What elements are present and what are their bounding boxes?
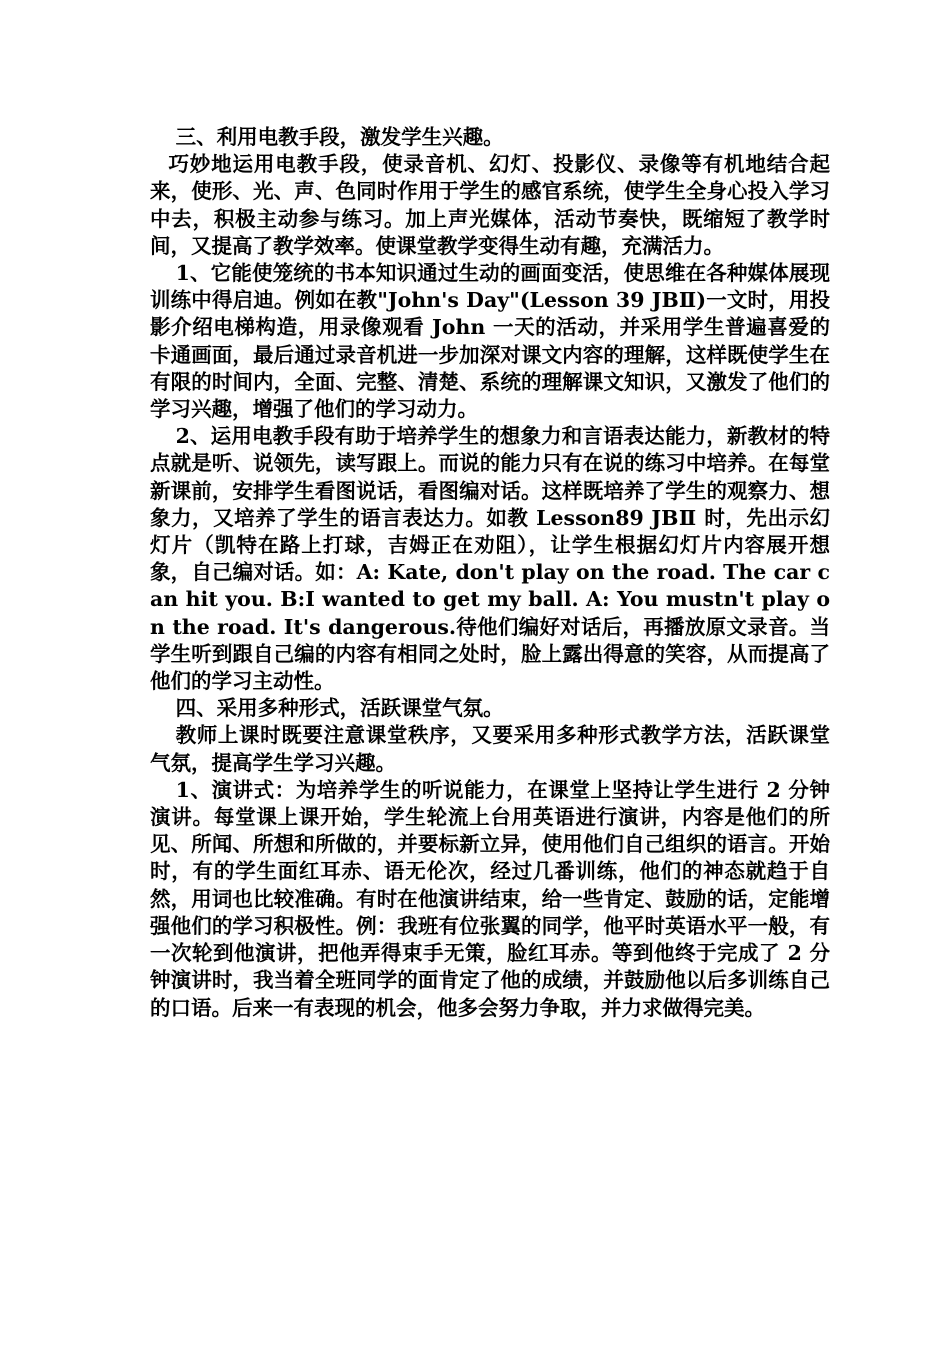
paragraph-intro: 巧妙地运用电教手段，使录音机、幻灯、投影仪、录像等有机地结合起来，使形、光、声、色同时作用于学生的感官系统，使学生全身心投入学习中去，积极主动参与练习。加上声光媒体，活动节奏快，既缩短了教学时间，又提高了教学效率。使课堂教学变得生动有趣，充满活力。 — [150, 152, 830, 258]
paragraph-section-4-intro: 教师上课时既要注意课堂秩序，又要采用多种形式教学方法，活跃课堂气氛，提高学生学习兴趣。 — [150, 723, 830, 775]
paragraph-point-1: 1、它能使笼统的书本知识通过生动的画面变活，使思维在各种媒体展现训练中得启迪。例如在教"John's Day"(Lesson 39 JBⅡ)一文时，用投影介绍电梯构造，用录像观看 John 一天的活动，并采用学生普遍喜爱的卡通画面，最后通过录音机进一步加深对课文内容的理解，这样既使学生在有限的时间内，全面、完整、清楚、系统的理解课文知识，又激发了他们的学习兴趣，增强了他们的学习动力。 — [150, 261, 830, 422]
paragraph-point-2: 2、运用电教手段有助于培养学生的想象力和言语表达能力，新教材的特点就是听、说领先，读写跟上。而说的能力只有在说的练习中培养。在每堂新课前，安排学生看图说话，看图编对话。这样既培养了学生的观察力、想象力，又培养了学生的语言表达力。如教 Lesson89 JBⅡ 时，先出示幻灯片（凯特在路上打球，吉姆正在劝阻），让学生根据幻灯片内容展开想象，自己编对话。如：A: Kate, don't play on the road. The car can hit you. B:I wanted to get my ball. A: You mustn't play on the road. It's dangerous.待他们编好对话后，再播放原文录音。当学生听到跟自己编的内容有相同之处时，脸上露出得意的笑容，从而提高了他们的学习主动性。 — [150, 424, 830, 694]
section-heading-3: 三、利用电教手段，激发学生兴趣。 — [175, 125, 504, 149]
document-body — [150, 124, 830, 1022]
section-heading-4: 四、采用多种形式，活跃课堂气氛。 — [175, 696, 504, 721]
paragraph-speech-method: 1、演讲式：为培养学生的听说能力，在课堂上坚持让学生进行 2 分钟演讲。每堂课上课开始，学生轮流上台用英语进行演讲，内容是他们的所见、所闻、所想和所做的，并要标新立异，使用他们自己组织的语言。开始时，有的学生面红耳赤、语无伦次，经过几番训练，他们的神态就趋于自然，用词也比较准确。有时在他演讲结束，给一些肯定、鼓励的话，定能增强他们的学习积极性。例：我班有位张翼的同学，他平时英语水平一般，有一次轮到他演讲，把他弄得束手无策，脸红耳赤。等到他终于完成了 2 分钟演讲时，我当着全班同学的面肯定了他的成绩，并鼓励他以后多训练自己的口语。后来一有表现的机会，他多会努力争取，并力求做得完美。 — [150, 777, 830, 1020]
